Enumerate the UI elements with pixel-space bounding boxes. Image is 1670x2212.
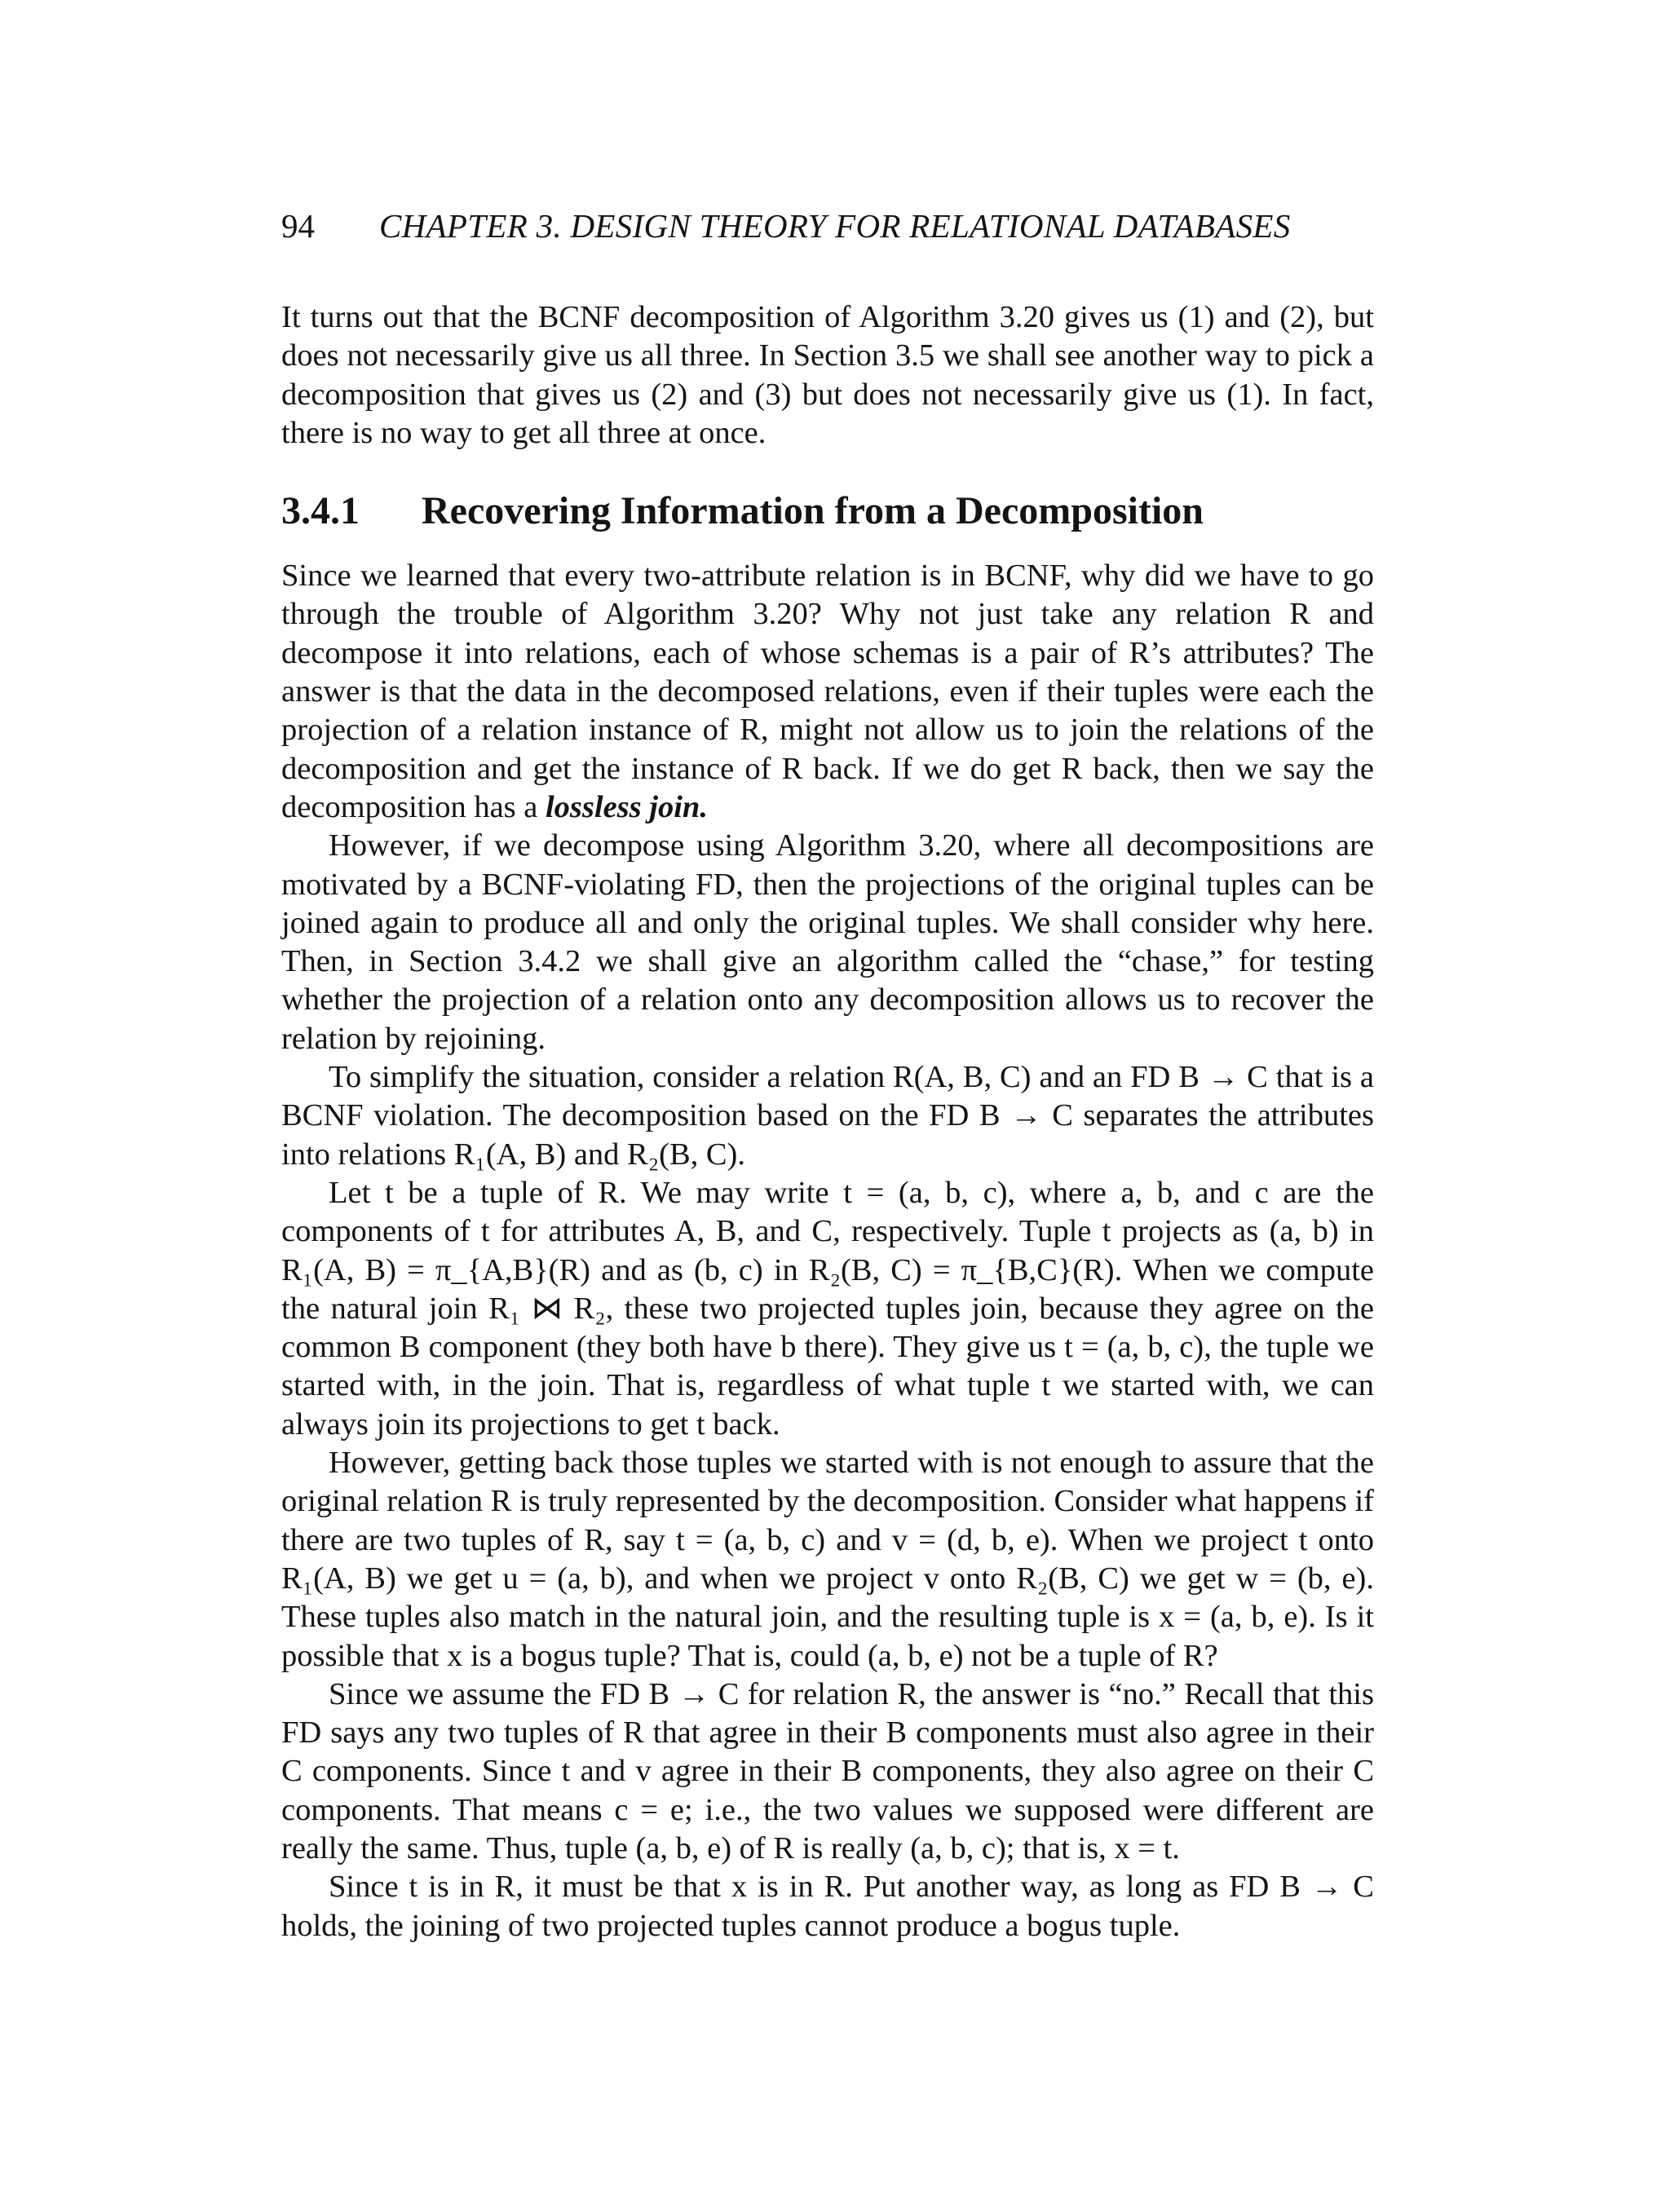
paragraph-5: However, getting back those tuples we started with is not enough to assure that the original relation R is truly represented by the decomposition. Consider what happens if there are two tuples of R, say t = (a, b, c) and v = (d, b, e). When we project t onto R₁(A, B) we get u = (a, b), and when we project v onto R₂(B, C) we get w = (b, e). These tuples also match in the natural join, and the resulting tuple is x = (a, b, e). Is it possible that x is a bogus tuple? That is, could (a, b, e) not be a tuple of R? xyxy=(281,1446,1374,1673)
paragraph-6: Since we assume the FD B → C for relation R, the answer is “no.” Recall that this FD says any two tuples of R that agree in their B components must also agree in their C components. Since t and v agree in their B components, they also agree on their C components. That means c = e; i.e., the two values we supposed were different are really the same. Thus, tuple (a, b, e) of R is really (a, b, c); that is, x = t. xyxy=(281,1676,1374,1865)
paragraph-1-text: Since we learned that every two-attribute relation is in BCNF, why did we have to go through the trouble of Algorithm 3.20? Why not just take any relation R and decompose it into relations, each of whose schemas is a pair of R’s attributes? The answer is that the data in the decomposed relations, even if their tuples were each the projection of a relation instance of R, might not allow us to join the relations of the decomposition and get the instance of R back. If we do get R back, then we say the decomposition has a xyxy=(281,559,1374,824)
page-number: 94 xyxy=(281,207,315,245)
section-heading xyxy=(281,488,1374,534)
paragraph-2: However, if we decompose using Algorithm 3.20, where all decompositions are motivated by a BCNF-violating FD, then the projections of the original tuples can be joined again to produce all and only the original tuples. We shall consider why here. Then, in Section 3.4.2 we shall give an algorithm called the “chase,” for testing whether the projection of a relation onto any decomposition allows us to recover the relation by rejoining. xyxy=(281,828,1374,1056)
section-number: 3.4.1 xyxy=(281,489,360,533)
intro-paragraph: It turns out that the BCNF decomposition of Algorithm 3.20 gives us (1) and (2), but does not necessarily give us all three. In Section 3.5 we shall see another way to pick a decomposition that gives us (2) and (3) but does not necessarily give us (1). In fact, there is no way to get all three at once. xyxy=(281,300,1374,450)
paragraph-1 xyxy=(281,557,1374,827)
paragraph-7: Since t is in R, it must be that x is in R. Put another way, as long as FD B → C holds, the joining of two projected tuples cannot produce a bogus tuple. xyxy=(281,1870,1374,1943)
paragraph-4: Let t be a tuple of R. We may write t = (a, b, c), where a, b, and c are the components of t for attributes A, B, and C, respectively. Tuple t projects as (a, b) in R₁(A, B) = π_{A,B}(R) and as (b, c) in R₂(B, C) = π_{B,C}(R). When we compute the natural join R₁ ⋈ R₂, these two projected tuples join, because they agree on the common B component (they both have b there). They give us t = (a, b, c), the tuple we started with, in the join. That is, regardless of what tuple t we started with, we can always join its projections to get t back. xyxy=(281,1175,1374,1442)
paragraph-3: To simplify the situation, consider a relation R(A, B, C) and an FD B → C that is a BCNF violation. The decomposition based on the FD B → C separates the attributes into relations R₁(A, B) and R₂(B, C). xyxy=(281,1060,1374,1172)
running-header xyxy=(281,205,1374,246)
section-title: Recovering Information from a Decomposition xyxy=(422,489,1204,533)
page-body xyxy=(281,298,1374,1945)
term-lossless-join: lossless join. xyxy=(545,789,708,824)
chapter-title: CHAPTER 3. DESIGN THEORY FOR RELATIONAL DATABASES xyxy=(379,207,1291,245)
